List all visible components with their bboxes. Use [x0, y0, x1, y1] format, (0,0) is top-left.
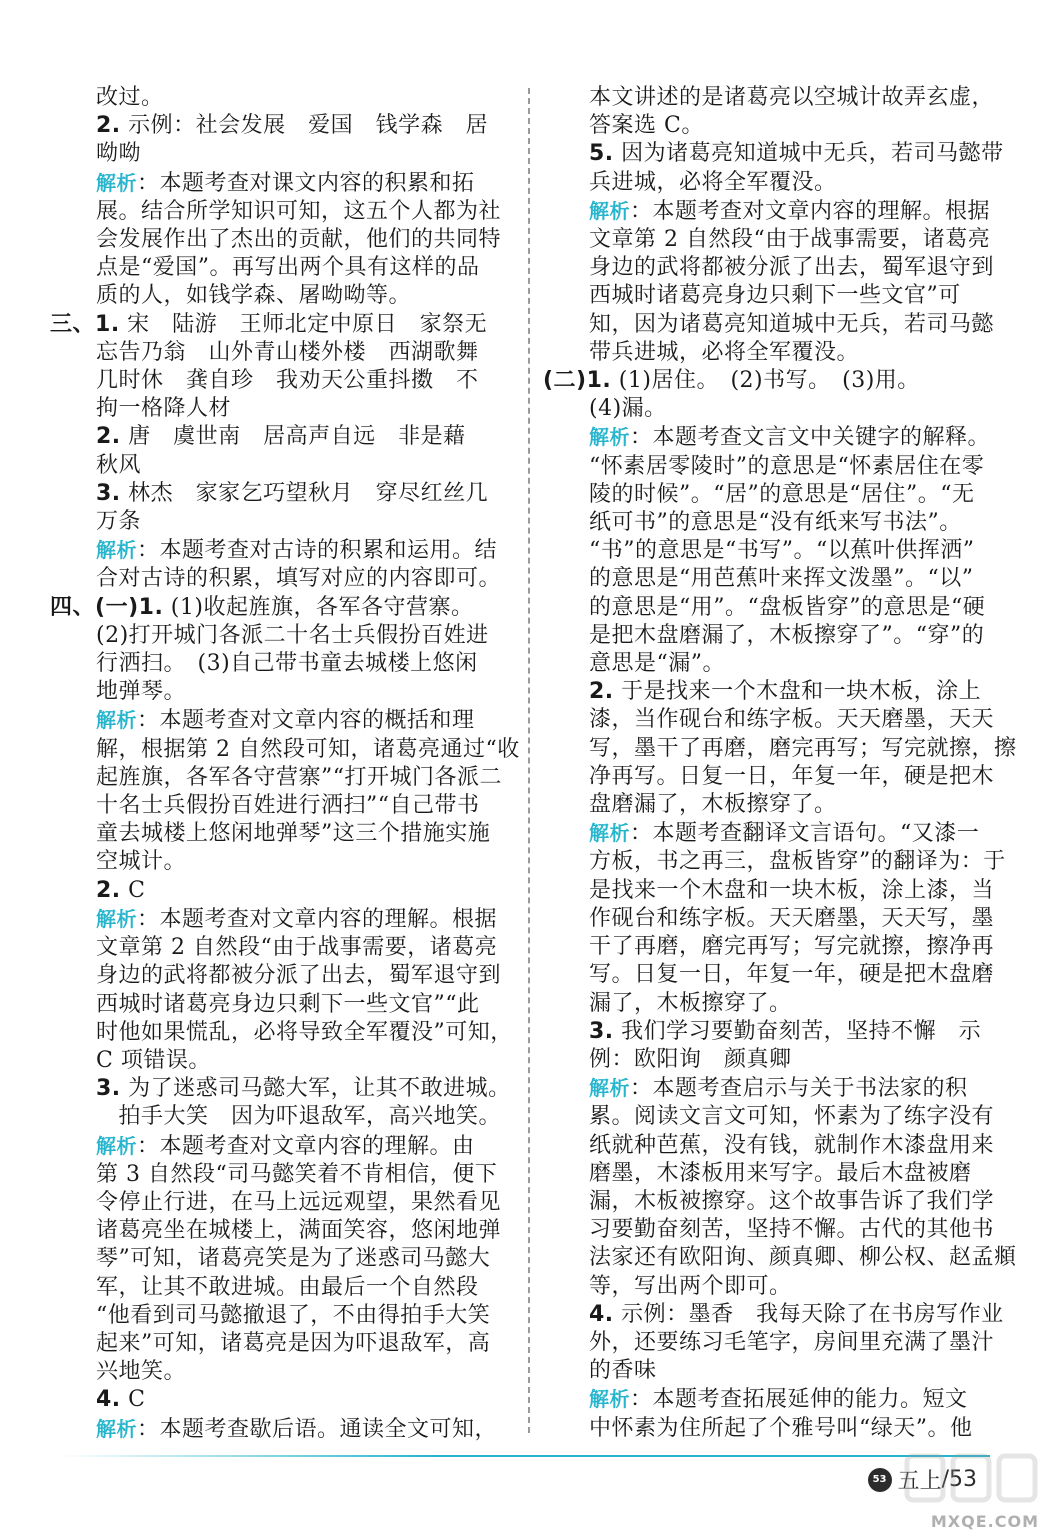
text-line	[565, 678, 995, 706]
text-line	[72, 905, 512, 934]
answer-text: 法家还有欧阳询、颜真卿、柳公权、赵孟頫	[589, 1245, 1017, 1271]
text-line	[72, 1103, 512, 1131]
text-line	[72, 1019, 512, 1047]
text-line	[565, 819, 995, 848]
analysis-tag: 解析	[96, 1416, 137, 1441]
answer-text: 解，根据第 2 自然段可知，诸葛亮通过“收	[96, 736, 520, 762]
answer-text: 是把木盘磨漏了，木板擦穿了”。“穿”的	[589, 622, 985, 648]
answer-text: 文章第 2 自然段“由于战事需要，诸葛亮	[96, 935, 498, 961]
analysis-tag: 解析	[96, 708, 137, 733]
answer-text: 是找来一个木盘和一块木板，涂上漆，当	[589, 877, 995, 903]
answer-text: 西城时诸葛亮身边只剩下一些文官”可	[589, 283, 961, 309]
answer-text: 质的人，如钱学森、屠呦呦等。	[96, 283, 412, 309]
text-line	[72, 1330, 512, 1358]
text-line	[565, 112, 995, 140]
answer-text: 干了再磨，磨完再写；写完就擦，擦净再	[589, 934, 995, 960]
text-line	[565, 650, 995, 678]
answer-text: 知，因为诸葛亮知道城中无兵，若司马懿	[589, 311, 995, 337]
text-line	[72, 1302, 512, 1330]
answer-text: 第 3 自然段“司马懿笑着不肯相信，便下	[96, 1161, 498, 1187]
text-line	[72, 962, 512, 990]
text-line	[565, 395, 995, 423]
question-number: 4.	[589, 1301, 614, 1327]
text-line	[72, 934, 512, 962]
answer-text: 宋 陆游 王师北定中原日 家祭无	[119, 311, 488, 337]
analysis-tag: 解析	[589, 1387, 630, 1412]
text-line	[72, 282, 512, 310]
answer-text: 累。阅读文言文可知，怀素为了练字没有	[589, 1104, 995, 1130]
text-line	[565, 169, 995, 197]
text-line	[72, 1386, 512, 1414]
answer-text: 为了迷惑司马懿大军，让其不敢进城。	[120, 1076, 511, 1102]
text-line	[72, 1358, 512, 1386]
answer-text: 答案选 C。	[589, 113, 704, 139]
text-line	[72, 339, 512, 367]
answer-text: 于是找来一个木盘和一块木板，涂上	[613, 679, 982, 705]
text-line	[72, 1189, 512, 1217]
text-line	[72, 480, 512, 508]
text-line	[565, 254, 995, 282]
answer-text: 盘磨漏了，木板擦穿了。	[589, 792, 837, 818]
answer-text: 我们学习要勤奋刻苦，坚持不懈 示	[613, 1018, 982, 1044]
answer-text: 军，让其不敢进城。由最后一个自然段	[96, 1274, 479, 1300]
answer-text: 净再写。日复一日，年复一年，硬是把木	[589, 763, 995, 789]
analysis-tag: 解析	[96, 906, 137, 931]
text-line	[565, 84, 995, 112]
text-line	[565, 339, 995, 367]
column-divider	[528, 88, 530, 1433]
answer-text: 漆，当作砚台和练字板。天天磨墨，天天	[589, 707, 995, 733]
text-line	[72, 226, 512, 254]
question-number: 3.	[96, 1076, 121, 1102]
text-line	[72, 1161, 512, 1189]
text-line	[72, 764, 512, 792]
text-line	[72, 1217, 512, 1245]
answer-text: 空城计。	[96, 849, 187, 875]
analysis-tag: 解析	[96, 170, 137, 195]
text-line	[72, 820, 512, 848]
answer-text: 起旌旗，各军各守营寨”“打开城门各派二	[96, 764, 502, 790]
answer-text: 几时休 龚自珍 我劝天公重抖擞 不	[96, 368, 479, 394]
answer-text: 忘告乃翁 山外青山楼外楼 西湖歌舞	[96, 339, 479, 365]
answer-text: 兵进城，必将全军覆没。	[589, 169, 837, 195]
text-line	[565, 1385, 995, 1414]
text-line	[72, 991, 512, 1019]
answer-text: 漏，木板被擦穿。这个故事告诉了我们学	[589, 1188, 995, 1214]
question-number: 1.	[586, 368, 612, 394]
text-line	[72, 423, 512, 451]
question-number: (一)	[95, 594, 139, 620]
text-line	[565, 1216, 995, 1244]
answer-text: 纸就种芭蕉，没有钱，就制作木漆盘用来	[589, 1132, 995, 1158]
footer-separator: /	[941, 1467, 949, 1492]
footer-rule	[60, 1455, 990, 1457]
text-line	[72, 1132, 512, 1161]
text-line	[565, 990, 995, 1018]
answer-text: “他看到司马懿撤退了，不由得拍手大笑	[96, 1302, 491, 1328]
text-line	[565, 933, 995, 961]
text-line	[50, 594, 512, 622]
text-line	[72, 1245, 512, 1273]
text-line	[565, 1018, 995, 1046]
answer-text: C	[120, 1387, 146, 1413]
answer-text: 漏了，木板擦穿了。	[589, 990, 792, 1016]
text-line	[565, 961, 995, 989]
text-line	[72, 1415, 512, 1444]
answer-text: ：本题考查对文章内容的概括和理	[137, 708, 475, 734]
left-column	[50, 84, 520, 1444]
text-line	[72, 565, 512, 593]
answer-text: 时他如果慌乱，必将导致全军覆没”可知，	[96, 1019, 513, 1045]
question-number: 3.	[96, 480, 121, 506]
answer-text: 拍手大笑 因为吓退敌军，高兴地笑。	[96, 1104, 502, 1130]
answer-text: 陵的时候”。“居”的意思是“居住”。“无	[589, 481, 975, 507]
answer-text: “怀素居零陵时”的意思是“怀素居住在零	[589, 453, 985, 479]
text-line	[72, 395, 512, 423]
section-marker: 三、	[50, 311, 96, 337]
section-marker: (二)	[543, 368, 587, 394]
answer-text: C	[120, 877, 146, 903]
text-line	[565, 791, 995, 819]
text-line	[565, 622, 995, 650]
analysis-tag: 解析	[96, 1133, 137, 1158]
text-line	[565, 905, 995, 933]
answer-text: 带兵进城，必将全军覆没。	[589, 339, 860, 365]
text-line	[565, 735, 1017, 763]
answer-text: 方板，书之再三，盘板皆穿”的翻译为：于	[589, 849, 1006, 875]
answer-text: 纸可书”的意思是“没有纸来写书法”。	[589, 510, 962, 536]
answer-text: 身边的武将都被分派了出去，蜀军退守到	[589, 255, 995, 281]
answer-text: 兴地笑。	[96, 1359, 187, 1385]
answer-text: 例：欧阳询 颜真卿	[589, 1046, 792, 1072]
text-line	[565, 565, 995, 593]
answer-text: 改过。	[96, 85, 164, 110]
text-line	[565, 848, 1006, 876]
question-number: 1.	[138, 594, 164, 620]
brand-logo-icon: 53	[868, 1468, 892, 1492]
text-line	[565, 140, 1004, 168]
answer-text: (1)收起旌旗，各军各守营寨。	[163, 594, 474, 620]
text-line	[50, 311, 512, 339]
answer-text: 诸葛亮坐在城楼上，满面笑容，悠闲地弹	[96, 1218, 502, 1244]
text-line	[565, 509, 995, 537]
answer-text: 林杰 家家乞巧望秋月 穿尽红丝几	[120, 480, 489, 506]
text-line	[72, 84, 512, 112]
answer-text: 写，墨干了再磨，磨完再写；写完就擦，擦	[589, 735, 1017, 761]
text-line	[565, 282, 995, 310]
text-line	[565, 226, 995, 254]
answer-text: ：本题考查文言文中关键字的解释。	[630, 425, 991, 451]
text-line	[565, 594, 995, 622]
analysis-tag: 解析	[96, 538, 137, 563]
question-number: 2.	[96, 877, 121, 903]
text-line	[72, 536, 512, 565]
text-line	[565, 1244, 1017, 1272]
section-marker: 四、	[50, 594, 96, 620]
answer-text: 琴”可知，诸葛亮笑是为了迷惑司马懿大	[96, 1246, 491, 1272]
answer-text: 习要勤奋刻苦，坚持不懈。古代的其他书	[589, 1217, 995, 1243]
answer-text: 的意思是“用芭蕉叶来挥文泼墨”。“以”	[589, 566, 974, 592]
text-line	[565, 1160, 995, 1188]
answer-text: 外，还要练习毛笔字，房间里充满了墨汁	[589, 1329, 995, 1355]
text-line	[565, 481, 995, 509]
answer-text: (4)漏。	[589, 396, 667, 422]
right-column	[543, 84, 1017, 1443]
question-number: 1.	[95, 311, 120, 337]
text-line	[565, 1301, 1004, 1329]
answer-text: 示例：社会发展 爱国 钱学森 居	[120, 113, 489, 139]
text-line	[72, 736, 520, 764]
grade-label: 五上	[897, 1469, 942, 1494]
text-line	[565, 1074, 995, 1103]
text-line	[72, 1047, 512, 1075]
answer-text: 秋风	[96, 452, 142, 478]
text-line	[565, 877, 995, 905]
answer-text: 唐 虞世南 居高声自远 非是藉	[120, 424, 466, 450]
answer-text: ：本题考查对古诗的积累和运用。结	[137, 538, 498, 564]
text-line	[72, 198, 512, 226]
answer-text: ：本题考查翻译文言语句。“又漆一	[630, 821, 980, 847]
text-line	[72, 169, 512, 198]
answer-text: ：本题考查对文章内容的理解。由	[137, 1133, 475, 1159]
answer-text: 中怀素为住所起了个雅号叫“绿天”。他	[589, 1415, 973, 1441]
answer-text: 磨墨，木漆板用来写字。最后木盘被磨	[589, 1160, 972, 1186]
question-number: 2.	[96, 424, 121, 450]
answer-text: ：本题考查对文章内容的理解。根据	[630, 198, 991, 224]
answer-text: 行洒扫。 (3)自己带书童去城楼上悠闲	[96, 651, 478, 677]
analysis-tag: 解析	[589, 425, 630, 450]
text-line	[72, 140, 512, 168]
answer-text: 起来”可知，诸葛亮是因为吓退敌军，高	[96, 1330, 491, 1356]
text-line	[565, 1103, 995, 1131]
answer-text: (2)打开城门各派二十名士兵假扮百姓进	[96, 622, 489, 648]
answer-text: ：本题考查拓展延伸的能力。短文	[630, 1387, 968, 1413]
answer-text: 童去城楼上悠闲地弹琴”这三个措施实施	[96, 821, 491, 847]
answer-text: ：本题考查对课文内容的积累和拓	[137, 170, 475, 196]
text-line	[565, 763, 995, 791]
text-line	[72, 112, 512, 140]
answer-text: (1)居住。 (2)书写。 (3)用。	[611, 368, 920, 394]
answer-text: 写。日复一日，年复一年，硬是把木盘磨	[589, 962, 995, 988]
text-line	[72, 1274, 512, 1302]
text-line	[543, 367, 995, 395]
answer-text: 西城时诸葛亮身边只剩下一些文官”“此	[96, 991, 480, 1017]
text-line	[72, 622, 512, 650]
answer-text: 拘一格降人材	[96, 396, 232, 422]
answer-text: 展。结合所学知识可知，这五个人都为社	[96, 198, 502, 224]
answer-text: ：本题考查启示与关于书法家的积	[630, 1076, 968, 1102]
question-number: 3.	[589, 1018, 614, 1044]
analysis-tag: 解析	[589, 198, 630, 223]
answer-text: 作砚台和练字板。天天磨墨，天天写，墨	[589, 905, 995, 931]
answer-text: 地弹琴。	[96, 679, 187, 705]
answer-text: ：本题考查对文章内容的理解。根据	[137, 906, 498, 932]
question-number: 2.	[96, 113, 121, 139]
text-line	[565, 706, 995, 734]
answer-text: 十名士兵假扮百姓进行洒扫”“自己带书	[96, 793, 480, 819]
text-line	[72, 254, 512, 282]
text-line	[565, 1415, 995, 1443]
text-line	[72, 508, 512, 536]
text-line	[72, 367, 512, 395]
text-line	[72, 678, 512, 706]
text-line	[565, 1273, 995, 1301]
text-line	[565, 197, 995, 226]
text-line	[565, 537, 995, 565]
answer-text: 点是“爱国”。再写出两个具有这样的品	[96, 255, 480, 281]
answer-text: 令停止行进，在马上远远观望，果然看见	[96, 1189, 502, 1215]
answer-text: 示例：墨香 我每天除了在书房写作业	[613, 1301, 1004, 1327]
answer-text: 的香味	[589, 1358, 657, 1384]
answer-text: 文章第 2 自然段“由于战事需要，诸葛亮	[589, 227, 991, 253]
question-number: 4.	[96, 1387, 121, 1413]
watermark-text: MXQE.COM	[930, 1512, 1039, 1531]
analysis-tag: 解析	[589, 821, 630, 846]
answer-text: 意思是“漏”。	[589, 651, 725, 677]
text-line	[565, 1188, 995, 1216]
answer-text: C 项错误。	[96, 1047, 211, 1073]
text-line	[72, 848, 512, 876]
page-number: 53	[949, 1467, 977, 1492]
question-number: 2.	[589, 679, 614, 705]
text-line	[565, 311, 995, 339]
text-line	[565, 1329, 995, 1357]
analysis-tag: 解析	[589, 1076, 630, 1101]
text-line	[72, 706, 512, 735]
text-line	[72, 1075, 512, 1103]
answer-text: 合对古诗的积累，填写对应的内容即可。	[96, 566, 502, 592]
text-line	[72, 650, 512, 678]
text-line	[72, 452, 512, 480]
text-line	[565, 1046, 995, 1074]
text-line	[565, 1132, 995, 1160]
answer-text: ：本题考查歇后语。通读全文可知，	[137, 1416, 498, 1442]
text-line	[72, 792, 512, 820]
answer-text: 的意思是“用”。“盘板皆穿”的意思是“硬	[589, 594, 986, 620]
answer-text: 因为诸葛亮知道城中无兵，若司马懿带	[613, 141, 1004, 167]
question-number: 5.	[589, 141, 614, 167]
answer-text: 本文讲述的是诸葛亮以空城计故弄玄虚，	[589, 85, 995, 110]
text-line	[565, 423, 995, 452]
text-line	[72, 877, 512, 905]
answer-text: “书”的意思是“书写”。“以蕉叶供挥洒”	[589, 538, 975, 564]
text-line	[565, 453, 995, 481]
answer-text: 会发展作出了杰出的贡献，他们的共同特	[96, 227, 502, 253]
answer-text: 等，写出两个即可。	[589, 1273, 792, 1299]
text-line	[565, 1357, 995, 1385]
answer-text: 呦呦	[96, 141, 142, 167]
answer-text: 万条	[96, 509, 142, 535]
answer-text: 身边的武将都被分派了出去，蜀军退守到	[96, 963, 502, 989]
